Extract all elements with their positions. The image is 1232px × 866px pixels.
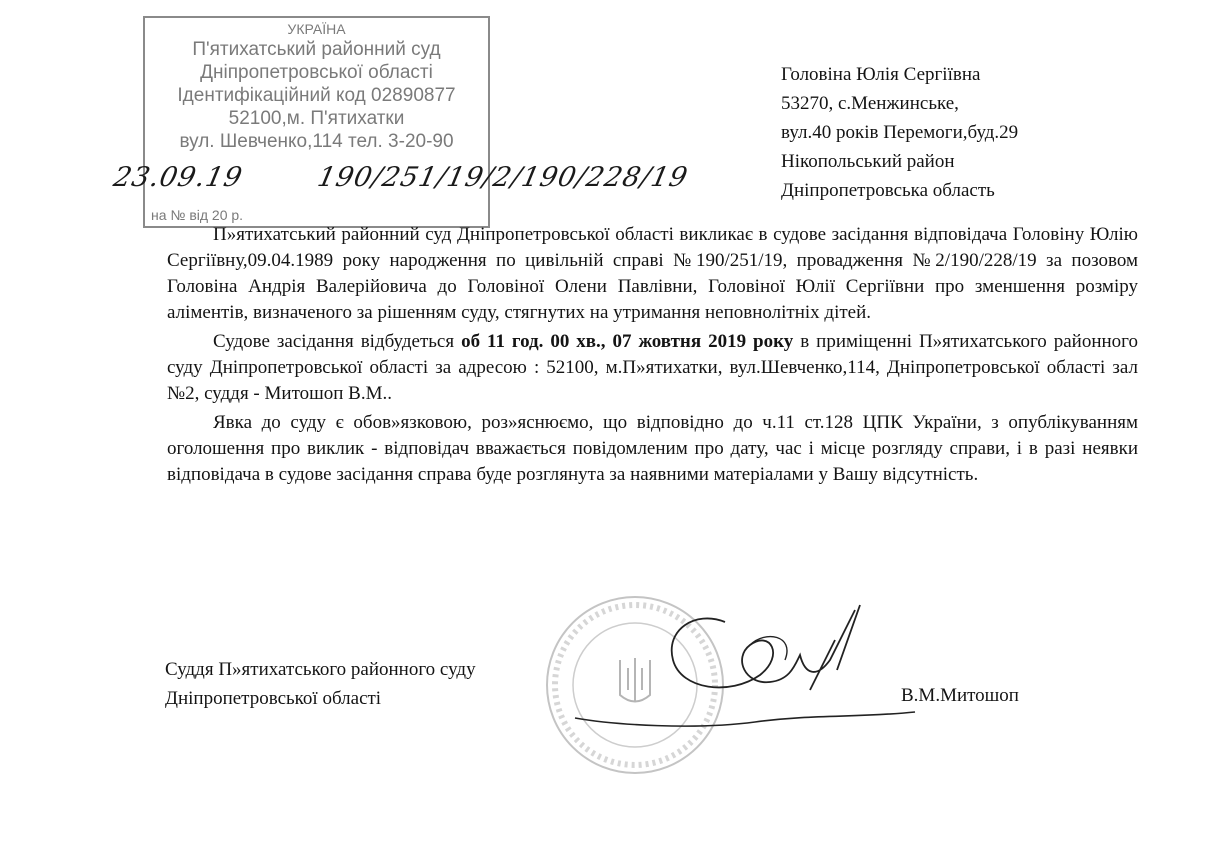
paragraph-hearing-details <box>167 329 1138 407</box>
handwritten-date: 23.09.19 <box>110 162 246 193</box>
addressee-district: Нікопольський район <box>781 151 955 172</box>
stamp-line-court: П'ятихатський районний суд <box>192 39 441 60</box>
signature-title-line1: Суддя П»ятихатського районного суду <box>165 659 476 680</box>
handwritten-case-number: 190/251/19/2/190/228/19 <box>314 162 691 193</box>
addressee-street: вул.40 років Перемоги,буд.29 <box>781 122 1019 143</box>
stamp-line-region: Дніпропетровської області <box>200 62 433 83</box>
stamp-registration-line: на № від 20 р. <box>151 207 244 223</box>
hearing-datetime: об 11 год. 00 хв., 07 жовтня 2019 року <box>461 331 794 352</box>
hearing-text-end: в приміщенні П»ятихатського районного суду Дніпропетровської області за адресою : 52100, м.П»ятихатки, вул.Шевченко,114, Дніпропетровської області зал №2, суддя - Митошоп В.М.. <box>167 331 1138 404</box>
signature-block <box>165 655 476 713</box>
paragraph-summons: П»ятихатський районний суд Дніпропетровської області викликає в судове засідання відповідача Головіну Юлію Сергіївну,09.04.1989 року народження по цивільній справі №190/251/19, провадження №2/190/228/19 за позовом Головіна Андрія Валерійовича до Головіної Олени Павлівни, Головіної Юлії Сергіївни про зменшення розміру аліментів, визначеного за рішенням суду, стягнутих на утримання неповнолітніх дітей. <box>167 224 1138 323</box>
hearing-text-start: Судове засідання відбудеться <box>213 331 462 352</box>
addressee-name: Головіна Юлія Сергіївна <box>781 64 981 85</box>
paragraph-attendance: Явка до суду є обов»язковою, роз»яснюємо, що відповідно до ч.11 ст.128 ЦПК України, з опублікуванням оголошення про виклик - відповідач вважається повідомленим про дату, час і місце розгляду справи, і в разі неявки відповідача в судове засідання справа буде розглянута за наявними матеріалами у Вашу відсутність. <box>167 412 1138 485</box>
stamp-line-code: Ідентифікаційний код 02890877 <box>177 85 456 106</box>
signature-title-line2: Дніпропетровської області <box>165 688 382 709</box>
court-stamp <box>143 16 490 228</box>
addressee-oblast: Дніпропетровська область <box>781 180 995 201</box>
judge-name: В.М.Митошоп <box>901 685 1019 706</box>
addressee-block <box>781 60 1018 205</box>
stamp-line-street: вул. Шевченко,114 тел. 3-20-90 <box>179 131 454 152</box>
judge-signature <box>555 600 925 740</box>
addressee-postcode-village: 53270, с.Менжинське, <box>781 93 959 114</box>
stamp-line-country: УКРАЇНА <box>287 21 346 37</box>
summons-body <box>167 222 1138 488</box>
stamp-line-city: 52100,м. П'ятихатки <box>228 108 405 129</box>
